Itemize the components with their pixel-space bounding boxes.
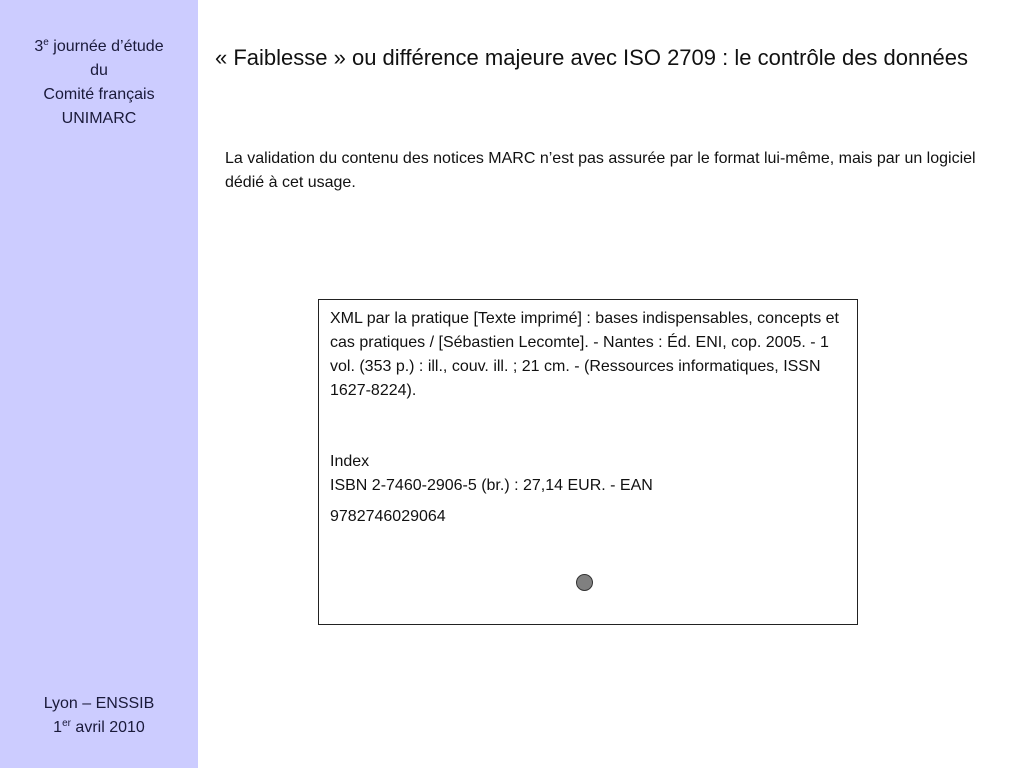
event-line-3: Comité français [43, 86, 155, 103]
intro-text: La validation du contenu des notices MARC n’est pas assurée par le format lui-même, mais par un logiciel dédié à cet usage. [225, 150, 976, 191]
event-ordinal-suffix: e [43, 37, 49, 48]
bibliographic-record [318, 299, 858, 625]
event-line-1-text: journée d’étude [48, 38, 164, 55]
venue-day-suffix: er [62, 718, 71, 729]
marker-dot-icon [576, 574, 593, 591]
record-isbn: ISBN 2-7460-2906-5 (br.) : 27,14 EUR. - EAN [330, 477, 653, 494]
event-title [0, 35, 198, 131]
venue-day: 1 [53, 719, 63, 736]
event-ordinal: 3 [34, 38, 44, 55]
record-index: Index [330, 453, 370, 470]
event-venue [0, 692, 198, 740]
event-line-4: UNIMARC [61, 110, 137, 127]
record-description: XML par la pratique [Texte imprimé] : bases indispensables, concepts et cas pratiques / [Sébastien Lecomte]. - Nantes : Éd. ENI, cop. 2005. - 1 vol. (353 p.) : ill., couv. ill. ; 21 cm. - (Ressources informatiques, ISSN 1627-8224). [330, 310, 839, 399]
event-line-1 [0, 35, 198, 59]
record-ean: 9782746029064 [330, 508, 446, 525]
venue-place: Lyon – ENSSIB [43, 695, 155, 712]
event-line-2: du [90, 62, 108, 79]
slide-title: « Faiblesse » ou différence majeure avec ISO 2709 : le contrôle des données [215, 45, 968, 70]
venue-date-text: avril 2010 [70, 719, 145, 736]
venue-date [0, 716, 198, 740]
sidebar [0, 0, 198, 768]
